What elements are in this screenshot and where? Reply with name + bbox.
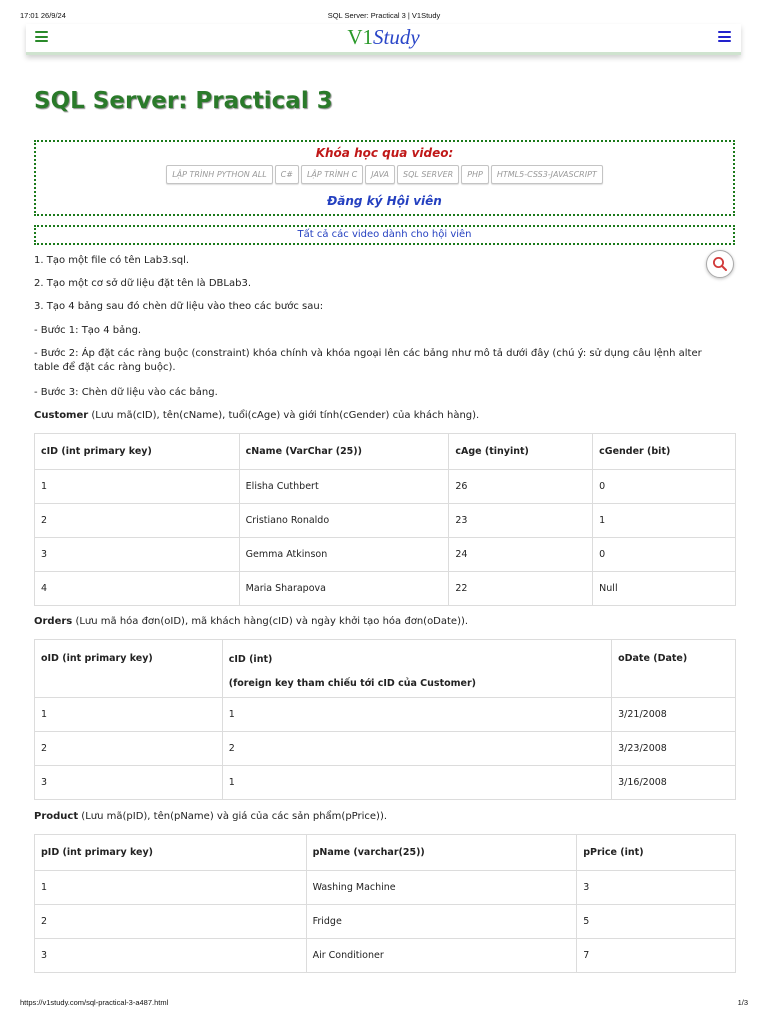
all-member-videos-link[interactable]: Tất cả các video dành cho hội viên: [34, 225, 735, 245]
column-header: pID (int primary key): [35, 835, 307, 871]
customer-description: (Lưu mã(cID), tên(cName), tuổi(cAge) và giới tính(cGender) của khách hàng).: [88, 410, 480, 421]
instruction-step: - Bước 1: Tạo 4 bảng.: [34, 325, 142, 336]
column-header: cID (int primary key): [35, 434, 240, 470]
table-cell: 1: [35, 871, 307, 905]
table-cell: Elisha Cuthbert: [239, 470, 449, 504]
video-courses-box: [34, 140, 735, 216]
customer-table: [34, 433, 736, 606]
table-row: [35, 939, 736, 973]
course-tag[interactable]: PHP: [461, 165, 489, 184]
table-cell: 1: [35, 698, 223, 732]
table-header-row: [35, 434, 736, 470]
print-url: https://v1study.com/sql-practical-3-a487.html: [20, 998, 169, 1007]
hamburger-menu-icon[interactable]: [718, 31, 731, 42]
orders-table-name: Orders: [34, 616, 73, 627]
table-row: [35, 871, 736, 905]
table-header-row: [35, 640, 736, 698]
customer-table-name: Customer: [34, 410, 89, 421]
table-cell: Null: [593, 572, 736, 606]
table-cell: 2: [35, 905, 307, 939]
print-page-number: 1/3: [737, 998, 748, 1007]
table-row: [35, 698, 736, 732]
product-description: (Lưu mã(pID), tên(pName) và giá của các sản phẩm(pPrice)).: [78, 811, 388, 822]
column-header-line: cID (int): [228, 654, 273, 665]
table-cell: 3: [35, 939, 307, 973]
column-header: cAge (tinyint): [449, 434, 593, 470]
column-header-note: (foreign key tham chiếu tới cID của Customer): [228, 678, 477, 689]
course-tag[interactable]: HTML5-CSS3-JAVASCRIPT: [491, 165, 603, 184]
table-row: [35, 538, 736, 572]
column-header: cName (VarChar (25)): [239, 434, 449, 470]
product-table: [34, 834, 736, 973]
logo-v1: V1: [347, 25, 373, 49]
table-cell: 1: [35, 470, 240, 504]
site-logo[interactable]: [26, 24, 741, 50]
table-cell: Washing Machine: [306, 871, 577, 905]
table-cell: 5: [577, 905, 736, 939]
table-cell: 2: [35, 504, 240, 538]
search-icon: [712, 256, 728, 272]
table-cell: 3: [35, 766, 223, 800]
course-tag[interactable]: LẬP TRÌNH PYTHON ALL: [166, 165, 272, 184]
table-cell: 2: [35, 732, 223, 766]
table-cell: Cristiano Ronaldo: [239, 504, 449, 538]
course-tag[interactable]: C#: [275, 165, 299, 184]
member-signup-link[interactable]: Đăng ký Hội viên: [327, 194, 442, 208]
table-cell: 7: [577, 939, 736, 973]
table-header-row: [35, 835, 736, 871]
course-tag[interactable]: LẬP TRÌNH C: [301, 165, 363, 184]
table-row: [35, 504, 736, 538]
customer-caption: [34, 410, 479, 421]
instruction-step: - Bước 2: Áp đặt các ràng buộc (constraint) khóa chính và khóa ngoại lên các bảng như mô tả dưới đây (chú ý: sử dụng câu lệnh alter table để đặt các ràng buộc).: [34, 348, 702, 373]
product-table-name: Product: [34, 811, 79, 822]
instruction-step: 3. Tạo 4 bảng sau đó chèn dữ liệu vào theo các bước sau:: [34, 301, 324, 312]
table-row: [35, 905, 736, 939]
table-cell: 22: [449, 572, 593, 606]
instruction-step: 1. Tạo một file có tên Lab3.sql.: [34, 255, 190, 266]
instruction-step: 2. Tạo một cơ sở dữ liệu đặt tên là DBLab3.: [34, 278, 252, 289]
instruction-step: - Bước 3: Chèn dữ liệu vào các bảng.: [34, 387, 218, 398]
column-header: cGender (bit): [593, 434, 736, 470]
print-timestamp: 17:01 26/9/24: [20, 11, 66, 20]
course-tag[interactable]: SQL SERVER: [397, 165, 459, 184]
orders-description: (Lưu mã hóa đơn(oID), mã khách hàng(cID) và ngày khởi tạo hóa đơn(oDate)).: [72, 616, 469, 627]
print-footer: [20, 998, 748, 1010]
course-tag[interactable]: JAVA: [365, 165, 395, 184]
table-cell: 1: [222, 698, 611, 732]
table-cell: 1: [593, 504, 736, 538]
table-cell: 3: [577, 871, 736, 905]
orders-table: [34, 639, 736, 800]
column-header: oID (int primary key): [35, 640, 223, 698]
table-cell: 0: [593, 470, 736, 504]
table-cell: 24: [449, 538, 593, 572]
table-cell: 1: [222, 766, 611, 800]
column-header: pName (varchar(25)): [306, 835, 577, 871]
search-button[interactable]: [706, 250, 734, 278]
navbar: [26, 24, 741, 55]
table-cell: 23: [449, 504, 593, 538]
product-caption: [34, 811, 387, 822]
table-cell: 3/16/2008: [612, 766, 736, 800]
print-page-title: SQL Server: Practical 3 | V1Study: [327, 11, 441, 20]
table-row: [35, 766, 736, 800]
logo-study: Study: [373, 25, 420, 49]
column-header: oDate (Date): [612, 640, 736, 698]
table-cell: 3: [35, 538, 240, 572]
course-tag-list: [36, 165, 733, 184]
column-header: [222, 640, 611, 698]
table-cell: Gemma Atkinson: [239, 538, 449, 572]
video-courses-title: Khóa học qua video:: [315, 146, 454, 160]
page-title: SQL Server: Practical 3: [34, 88, 333, 114]
table-cell: 26: [449, 470, 593, 504]
table-cell: 3/21/2008: [612, 698, 736, 732]
table-cell: 2: [222, 732, 611, 766]
table-cell: 0: [593, 538, 736, 572]
table-row: [35, 732, 736, 766]
table-row: [35, 470, 736, 504]
table-cell: Fridge: [306, 905, 577, 939]
table-cell: Maria Sharapova: [239, 572, 449, 606]
table-cell: 3/23/2008: [612, 732, 736, 766]
table-cell: 4: [35, 572, 240, 606]
table-cell: Air Conditioner: [306, 939, 577, 973]
orders-caption: [34, 616, 468, 627]
print-header: [20, 11, 748, 23]
table-row: [35, 572, 736, 606]
column-header: pPrice (int): [577, 835, 736, 871]
